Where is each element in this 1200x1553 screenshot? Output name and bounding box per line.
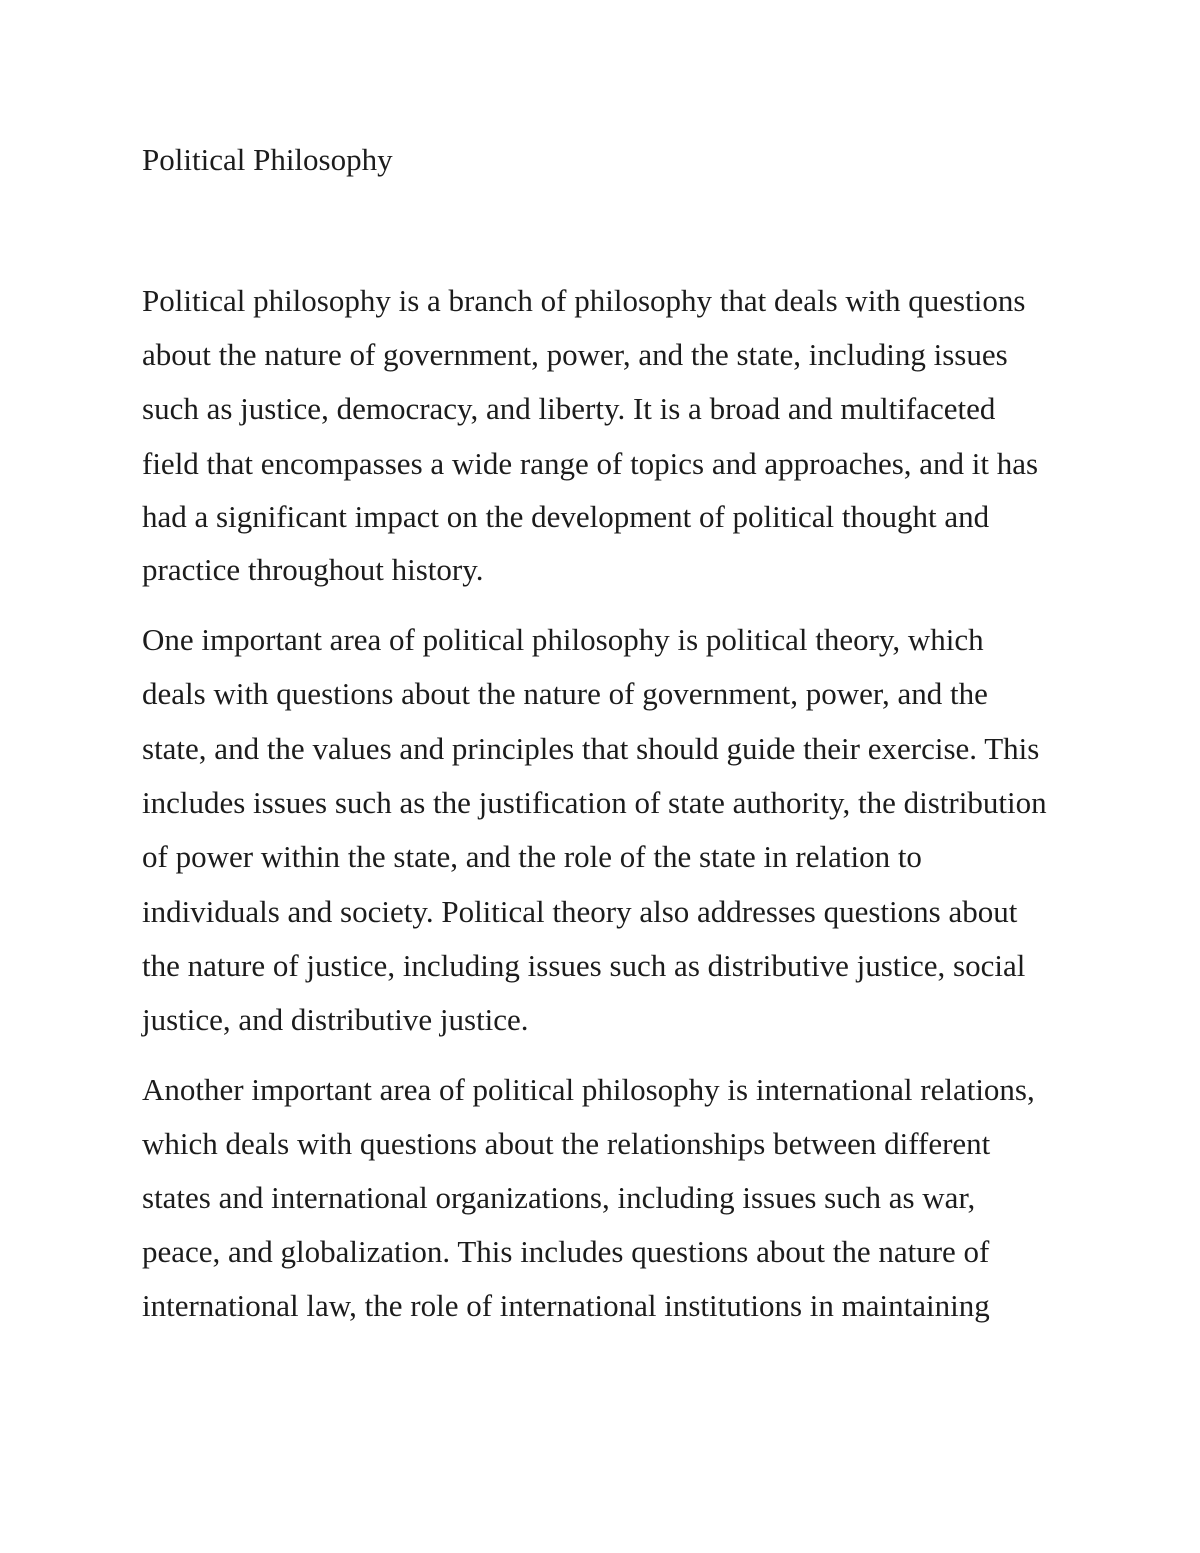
document-title: Political Philosophy — [142, 142, 393, 177]
paragraph-line: had a significant impact on the development of political thought and — [142, 499, 990, 534]
paragraph-line: deals with questions about the nature of government, power, and the — [142, 676, 988, 711]
paragraph-line: Another important area of political philosophy is international relations, — [142, 1072, 1035, 1107]
paragraph-line: field that encompasses a wide range of topics and approaches, and it has — [142, 446, 1039, 481]
paragraph-line: Political philosophy is a branch of philosophy that deals with questions — [142, 283, 1026, 318]
paragraph-line: such as justice, democracy, and liberty. It is a broad and multifaceted — [142, 391, 996, 426]
paragraph-line: which deals with questions about the relationships between different — [142, 1126, 991, 1161]
paragraph-line: peace, and globalization. This includes questions about the nature of — [142, 1234, 990, 1269]
paragraph-line: practice throughout history. — [142, 552, 484, 587]
paragraph-line: international law, the role of international institutions in maintaining — [142, 1288, 990, 1323]
paragraph-line: of power within the state, and the role of the state in relation to — [142, 839, 922, 874]
paragraph-line: state, and the values and principles that should guide their exercise. This — [142, 731, 1040, 766]
paragraph-line: individuals and society. Political theory also addresses questions about — [142, 894, 1018, 929]
paragraph-line: includes issues such as the justification of state authority, the distribution — [142, 785, 1047, 820]
paragraph-line: One important area of political philosophy is political theory, which — [142, 622, 984, 657]
paragraph-line: the nature of justice, including issues such as distributive justice, social — [142, 948, 1026, 983]
paragraph-line: about the nature of government, power, and the state, including issues — [142, 337, 1008, 372]
paragraph-line: states and international organizations, including issues such as war, — [142, 1180, 976, 1215]
paragraph-line: justice, and distributive justice. — [142, 1002, 529, 1037]
